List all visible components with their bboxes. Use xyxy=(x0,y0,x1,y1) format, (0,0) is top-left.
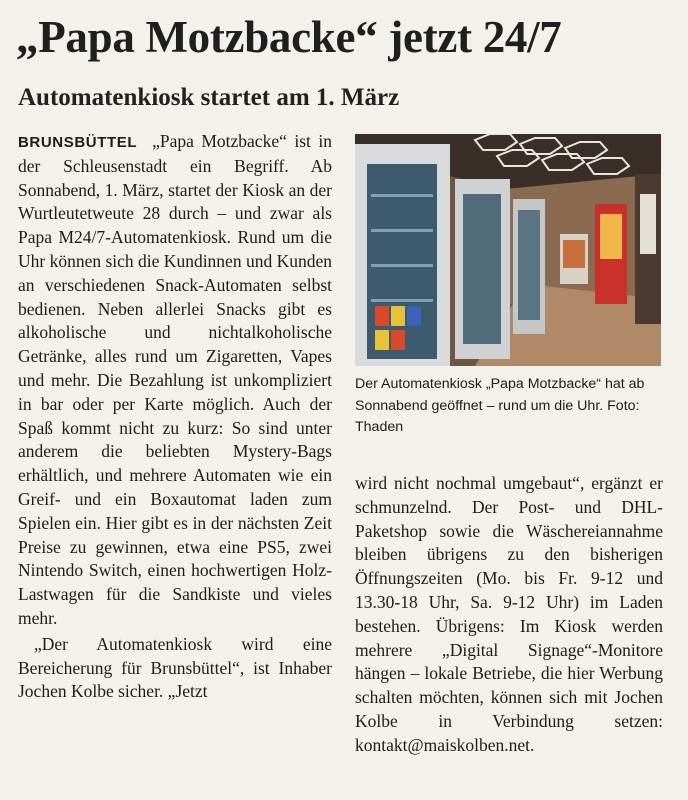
photo-right-window xyxy=(640,194,656,254)
subheadline: Automatenkiosk startet am 1. März xyxy=(18,84,400,111)
paragraph-2: „Der Automatenkiosk wird eine Bereicherung für Brunsbüttel“, ist Inhaber Jochen Kolbe sicher. „Jetzt xyxy=(18,633,332,702)
kiosk-photo xyxy=(355,134,661,366)
paragraph-1 xyxy=(18,130,332,631)
photo-claw-machine-window xyxy=(600,214,622,259)
kiosk-photo-illustration xyxy=(355,134,661,366)
photo-vending-window-2 xyxy=(463,194,501,344)
photo-caption: Der Automatenkiosk „Papa Motzbacke“ hat ab Sonnabend geöffnet – rund um die Uhr. Foto: Thaden xyxy=(355,376,645,435)
photo-vending-window-1 xyxy=(367,164,437,359)
photo-back-cabinet-screen xyxy=(563,240,585,268)
paragraph-1-text: „Papa Motzbacke“ ist in der Schleusenstadt ein Begriff. Ab Sonnabend, 1. März, startet der Kiosk an der Wurtleutetweute 28 durch – und zwar als Papa M24/7-Automatenkiosk. Rund um die Uhr können sich die Kundinnen und Kunden an verschiedenen Snack-Automaten selbst bedienen. Neben allerlei Snacks gibt es alkoholische und nichtalkoholische Getränke, alles rund um Zigaretten, Vapes und mehr. Die Bezahlung ist unkompliziert in bar oder per Karte möglich. Auch der Spaß kommt nicht zu kurz: So sind unter anderem die beliebten Mystery-Bags erhältlich, und mehrere Automaten wie ein Greif- und ein Boxautomat laden zum Spielen ein. Hier gibt es in der nächsten Zeit Preise zu gewinnen, etwa eine PS5, zwei Nintendo Switch, einen hochwertigen Holz-Lastwagen für die Sandkiste und vieles mehr. xyxy=(18,131,332,628)
photo-vending-window-3 xyxy=(518,210,540,320)
headline: „Papa Motzbacke“ jetzt 24/7 xyxy=(16,12,562,62)
dateline: BRUNSBÜTTEL xyxy=(18,134,138,151)
article-column-left xyxy=(18,130,332,704)
article-column-right xyxy=(355,472,663,758)
paragraph-3: wird nicht nochmal umgebaut“, ergänzt er schmunzelnd. Der Post- und DHL-Paketshop sowie die Wäschereiannahme bleiben übrigens zu den bisherigen Öffnungszeiten (Mo. bis Fr. 9-12 und 13.30-18 Uhr, Sa. 9-12 Uhr) im Laden bestehen. Übrigens: Im Kiosk werden mehrere „Digital Signage“-Monitore hängen – lokale Betriebe, die hier Werbung schalten möchten, können sich mit Jochen Kolbe in Verbindung setzen: kontakt@maiskolben.net. xyxy=(355,473,663,755)
